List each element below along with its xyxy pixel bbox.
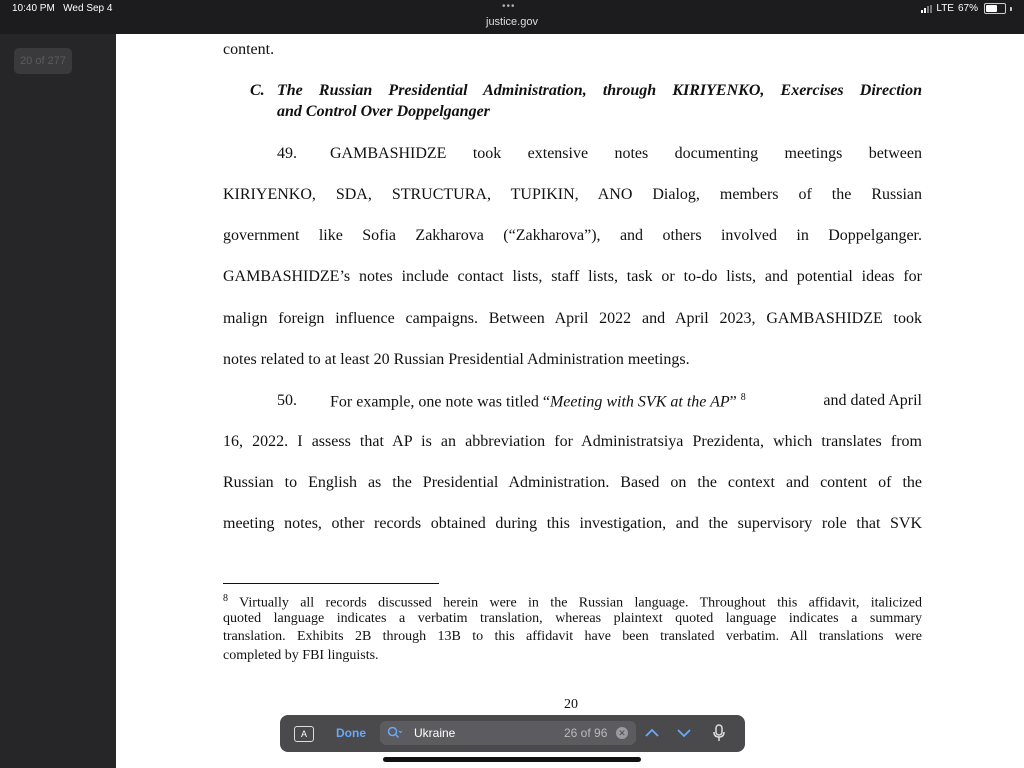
home-indicator[interactable] xyxy=(383,757,641,762)
footnote-line-1-text: Virtually all records discussed herein were in the Russian language. Throughout this affidavit, italicized xyxy=(239,595,923,611)
paragraph-49-line-6: notes related to at least 20 Russian Presidential Administration meetings. xyxy=(223,351,690,368)
text-format-button[interactable]: A xyxy=(294,726,314,742)
footnote-line-4: completed by FBI linguists. xyxy=(223,648,379,663)
note-title-italic: Meeting with SVK at the AP xyxy=(549,393,730,411)
status-date: Wed Sep 4 xyxy=(63,3,113,14)
more-dots-icon[interactable]: ••• xyxy=(502,1,516,12)
paragraph-50-line-1-post: and dated April xyxy=(823,392,922,409)
paragraph-50-number: 50. xyxy=(277,392,297,409)
next-match-button[interactable] xyxy=(675,724,693,742)
footnote-line-3: translation. Exhibits 2B through 13B to this affidavit have been translated verbatim. All translations were xyxy=(223,629,922,644)
battery-percent: 67% xyxy=(957,3,978,14)
footnote-reference[interactable]: 8 xyxy=(740,392,746,403)
page-counter[interactable]: 20 of 277 xyxy=(14,48,72,74)
section-heading-line1: The Russian Presidential Administration, through KIRIYENKO, Exercises Direction xyxy=(277,82,922,99)
paragraph-50-line-3: Russian to English as the Presidential Administration. Based on the context and content of the xyxy=(223,474,922,491)
document-page xyxy=(116,34,1024,768)
paragraph-50-line-1-lead xyxy=(330,392,746,411)
status-time-date xyxy=(12,3,112,14)
paragraph-49-line-3: government like Sofia Zakharova (“Zakharova”), and others involved in Doppelganger. xyxy=(223,227,922,244)
sidebar xyxy=(0,34,116,768)
paragraph-50-line-2: 16, 2022. I assess that AP is an abbreviation for Administratsiya Prezidenta, which translates from xyxy=(223,433,922,450)
clear-icon[interactable]: ✕ xyxy=(616,727,628,739)
closing-quote: ” xyxy=(729,393,737,411)
url-label[interactable]: justice.gov xyxy=(486,16,538,28)
footnote-line-2: quoted language indicates a verbatim translation, whereas plaintext quoted language indicates a summary xyxy=(223,611,922,626)
paragraph-49-line-5: malign foreign influence campaigns. Between April 2022 and April 2023, GAMBASHIDZE took xyxy=(223,310,922,327)
paragraph-49-line-1: GAMBASHIDZE took extensive notes documenting meetings between xyxy=(330,145,922,162)
paragraph-49-line-2: KIRIYENKO, SDA, STRUCTURA, TUPIKIN, ANO Dialog, members of the Russian xyxy=(223,186,922,203)
chevron-down-icon xyxy=(675,724,693,742)
paragraph-50-line-1 xyxy=(330,392,922,411)
battery-cap xyxy=(1010,7,1012,11)
page-number: 20 xyxy=(564,697,578,712)
status-indicators xyxy=(921,3,1012,14)
paragraph-50-line-1-pre: For example, one note was titled “ xyxy=(330,393,550,411)
find-in-page-bar xyxy=(280,715,745,752)
chevron-up-icon xyxy=(643,724,661,742)
network-label: LTE xyxy=(936,3,954,14)
paragraph-50-line-4: meeting notes, other records obtained during this investigation, and the supervisory role that SVK xyxy=(223,515,922,532)
battery-fill xyxy=(986,5,997,12)
footnote-line-1 xyxy=(223,593,922,612)
paragraph-49-number: 49. xyxy=(277,145,297,162)
microphone-icon[interactable] xyxy=(712,724,726,742)
paragraph-49-line-4: GAMBASHIDZE’s notes include contact lists, staff lists, task or to-do lists, and potential ideas for xyxy=(223,268,922,285)
battery-icon xyxy=(984,3,1006,14)
status-time: 10:40 PM xyxy=(12,3,55,14)
search-input[interactable]: Ukraine xyxy=(414,726,456,740)
section-heading-line2: and Control Over Doppelganger xyxy=(277,103,490,120)
done-button[interactable]: Done xyxy=(336,726,366,740)
signal-icon xyxy=(921,5,932,13)
previous-match-button[interactable] xyxy=(643,724,661,742)
footnote-divider xyxy=(223,583,439,584)
match-count: 26 of 96 xyxy=(564,726,608,740)
status-bar xyxy=(0,0,1024,34)
footnote-number: 8 xyxy=(223,593,228,604)
text-line-content: content. xyxy=(223,41,275,58)
search-icon[interactable] xyxy=(387,726,403,740)
section-heading-label: C. xyxy=(250,82,265,99)
search-field[interactable] xyxy=(380,721,636,745)
